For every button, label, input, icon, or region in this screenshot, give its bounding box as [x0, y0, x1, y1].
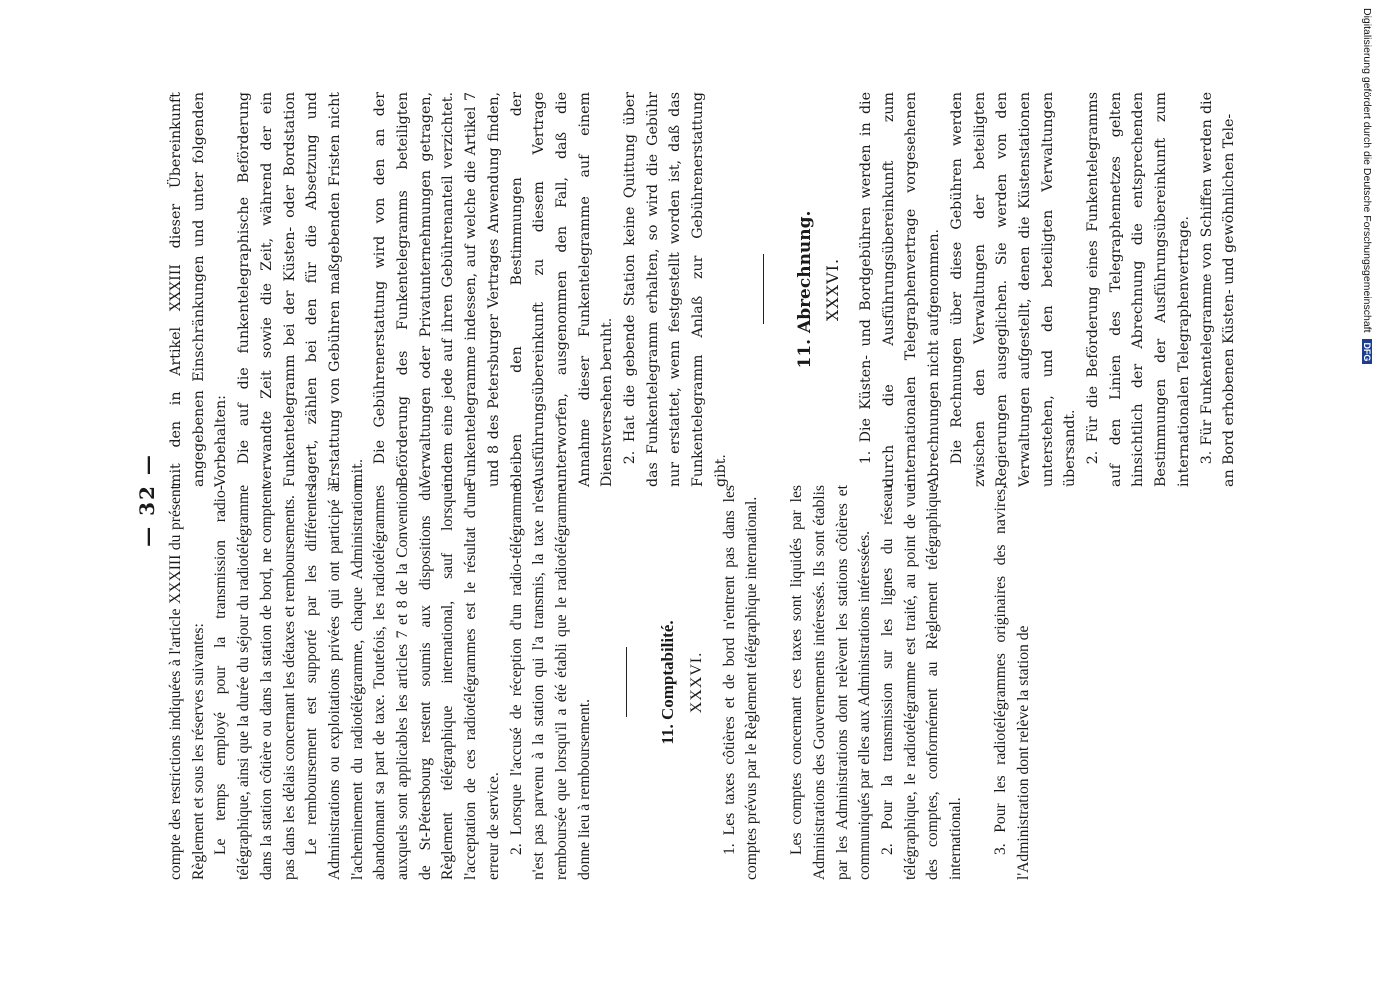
- paragraph: 2. Pour la transmission sur les lignes du réseau télégraphique, le radiotélégramme est traité, au point de vue des comptes, conformément au Règlement télégraphique international.: [878, 485, 965, 880]
- section-divider: [626, 648, 627, 718]
- french-column: [165, 485, 1035, 880]
- stamp-text: Digitalisierung gefördert durch die Deutsche Forschungsgemeinschaft: [1361, 8, 1373, 333]
- german-column: [165, 92, 1241, 487]
- paragraph: Les comptes concernant ces taxes sont liquidés par les Administrations des Gouvernements intéressés. Ils sont établis par les Administrations dont relèvent les stations côtières et communiqués par elles aux Administrations intéressées.: [788, 485, 874, 880]
- section-divider: [763, 255, 764, 325]
- paragraph: 2. Lorsque l'accusé de réception d'un radio-télégramme n'est pas parvenu à la station qui l'a transmis, la taxe n'est remboursée que lorsqu'il a été établi que le radiotélégramme donne lieu à remboursement.: [507, 485, 593, 880]
- paragraph: Die Gebührenerstattung wird von den an der Beförderung des Funkentelegramms beteiligten Verwaltungen oder Privatunternehmungen getragen, indem eine jede auf ihren Gebührenanteil verzichtet. Funkentelegramme indessen, auf welche die Artikel 7 und 8 des Petersburger Vertrages Anwendung finden, bleiben den Bestimmungen der Ausführungsübereinkunft zu diesem Vertrage unterworfen, ausgenommen den Fall, daß die Annahme dieser Funkentelegramme auf einem Dienstversehen beruht.: [372, 92, 616, 487]
- section-title: 11. Comptabilité.: [658, 620, 678, 745]
- paragraph: Le remboursement est supporté par les différentes Administrations ou exploitations privées qui ont participé à l'acheminement du radiotélégramme, chaque Administration abandonnant sa part de taxe. Toutefois, les radiotélégrammes auxquels sont applicables les articles 7 et 8 de la Convention de St-Pétersbourg restent soumis aux dispositions du Règlement télégraphique international, sauf lorsque l'acceptation de ces radiotélégrammes est le résultat d'une erreur de service.: [303, 485, 502, 880]
- digitization-stamp: [1357, 0, 1373, 1008]
- section-title: 11. Abrechnung.: [794, 210, 815, 369]
- paragraph: 3. Pour les radiotélégrammes originaires des navires, l'Administration dont relève la station de: [991, 485, 1032, 880]
- paragraph: compte des restrictions indiquées à l'article XXXIII du présent Règlement et sous les réserves suivantes:: [167, 485, 207, 880]
- paragraph: Le temps employé pour la transmission radio-télégraphique, ainsi que la durée du séjour du radiotélégramme dans la station côtière ou dans la station de bord, ne comptent pas dans les délais concernant les détaxes et remboursements.: [212, 485, 298, 880]
- paragraph: Die auf die funkentelegraphische Beförderung verwandte Zeit sowie die Zeit, während der ein Funkentelegramm bei der Küsten- oder Bordstation lagert, zählen bei den für die Absetzung und Erstattung von Gebühren maßgebenden Fristen nicht mit.: [236, 92, 366, 487]
- paragraph: 1. Die Küsten- und Bordgebühren werden in die durch die Ausführungsübereinkunft zum internationalen Telegraphenvertrage vorgesehenen Abrechnungen nicht aufgenommen.: [857, 92, 943, 487]
- section-number: XXXVI.: [688, 651, 706, 714]
- section-number: XXXVI.: [823, 257, 843, 322]
- paragraph: Die Rechnungen über diese Gebühren werden zwischen den Verwaltungen der beteiligten Regierungen ausgeglichen. Sie werden von den Verwaltungen aufgestellt, denen die Küstenstationen unterstehen, und den beteiligten Verwaltungen übersandt.: [948, 92, 1079, 487]
- page-number: — 32 —: [135, 453, 159, 547]
- paragraph: 1. Les taxes côtières et de bord n'entrent pas dans les comptes prévus par le Règlement télégraphique international.: [720, 485, 761, 880]
- dfg-logo: DFG: [1362, 339, 1372, 364]
- paragraph: 3. Für Funkentelegramme von Schiffen werden die an Bord erhobenen Küsten- und gewöhnlichen Tele-: [1198, 92, 1238, 487]
- paragraph: 2. Hat die gebende Station keine Quittung über das Funkentelegramm erhalten, so wird die Gebühr nur erstattet, wenn festgestellt worden ist, daß das Funkentelegramm Anlaß zur Gebührenerstattung gibt.: [622, 92, 729, 487]
- paragraph: 2. Für die Beförderung eines Funkentelegramms auf den Linien des Telegraphennetzes gelten hinsichtlich der Abrechnung die entsprechenden Bestimmungen der Ausführungsübereinkunft zum internationalen Telegraphenvertrage.: [1085, 92, 1192, 487]
- paragraph: mit den in Artikel XXXIII dieser Übereinkunft angegebenen Einschränkungen und unter folgenden Vorbehalten:: [168, 92, 230, 487]
